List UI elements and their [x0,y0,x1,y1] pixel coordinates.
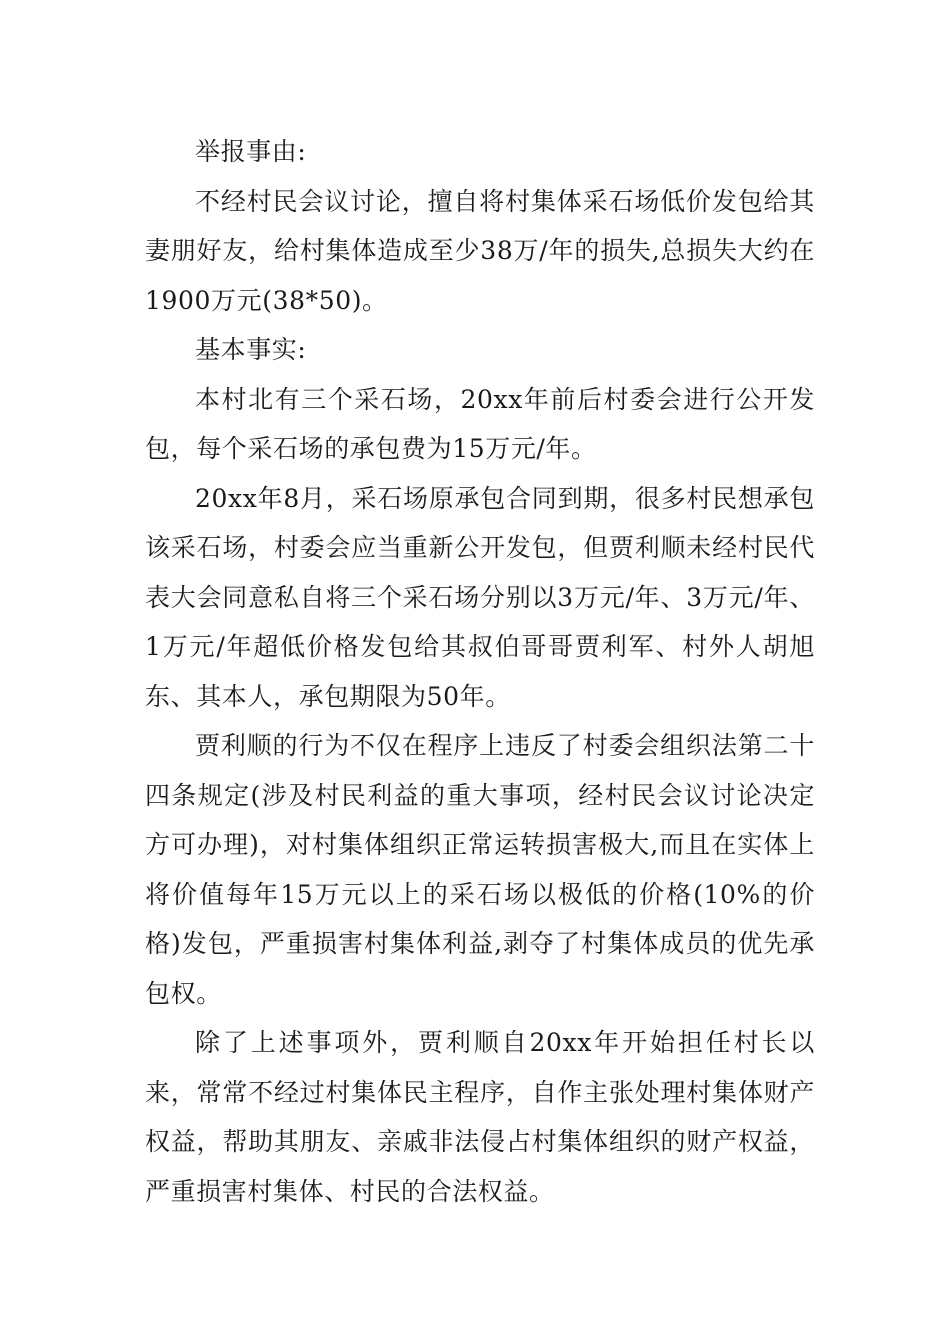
paragraph-other-matters: 除了上述事项外，贾利顺自20xx年开始担任村长以来，常常不经过村集体民主程序，自作主张处理村集体财产权益，帮助其朋友、亲戚非法侵占村集体组织的财产权益，严重损害村集体、村民的合法权益。 [145,1028,815,1206]
paragraph-contract-expiry: 20xx年8月，采石场原承包合同到期，很多村民想承包该采石场，村委会应当重新公开发包，但贾利顺未经村民代表大会同意私自将三个采石场分别以3万元/年、3万元/年、1万元/年超低价格发包给其叔伯哥哥贾利军、村外人胡旭东、其本人，承包期限为50年。 [145,483,815,711]
paragraph-report-reason-heading: 举报事由: [195,137,307,166]
document-body [145,127,815,1216]
paragraph-legal-violation: 贾利顺的行为不仅在程序上违反了村委会组织法第二十四条规定(涉及村民利益的重大事项，经村民会议讨论决定方可办理)，对村集体组织正常运转损害极大,而且在实体上将价值每年15万元以上的采石场以极低的价格(10%的价格)发包，严重损害村集体利益,剥夺了村集体成员的优先承包权。 [145,731,815,1008]
paragraph-quarries-background: 本村北有三个采石场，20xx年前后村委会进行公开发包，每个采石场的承包费为15万元/年。 [145,384,815,463]
paragraph-report-reason: 不经村民会议讨论，擅自将村集体采石场低价发包给其妻朋好友，给村集体造成至少38万/年的损失,总损失大约在1900万元(38*50)。 [145,186,815,315]
paragraph-basic-facts-heading: 基本事实: [195,335,307,364]
